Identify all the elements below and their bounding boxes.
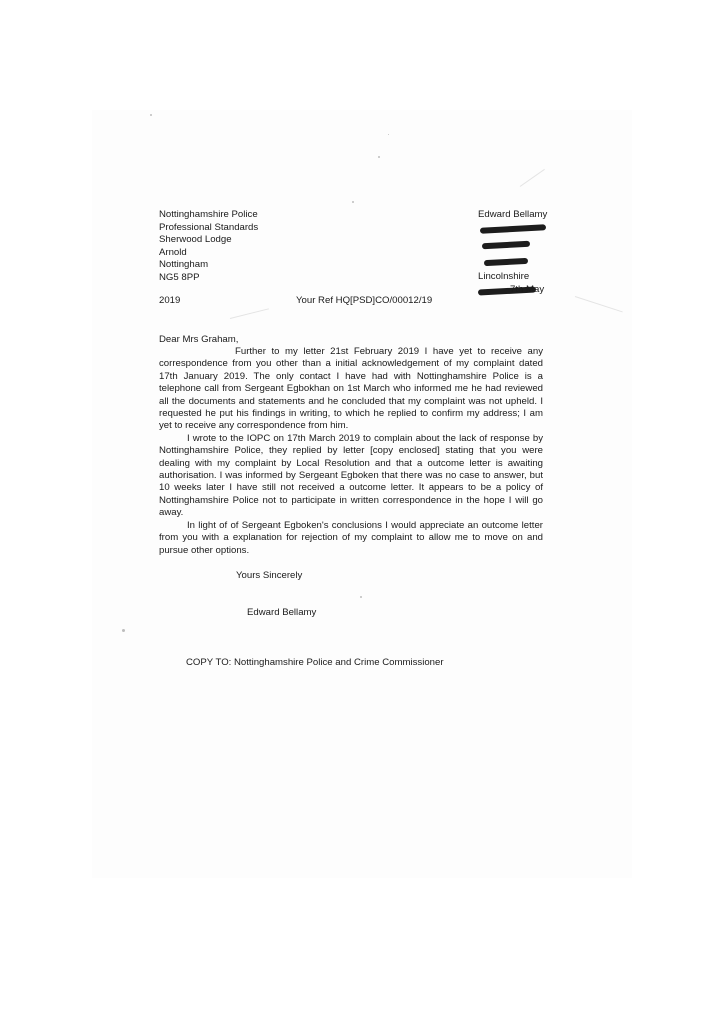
sender-county: Lincolnshire bbox=[478, 271, 530, 283]
recipient-line: NG5 8PP bbox=[159, 271, 200, 283]
scan-speck bbox=[378, 156, 380, 158]
redacted-line bbox=[478, 242, 568, 255]
body-paragraph: I wrote to the IOPC on 17th March 2019 to complain about the lack of response by Nottinghamshire Police, they replied by letter [copy enclosed] stating that you were dealing with my complaint by Local Resolution and that a outcome letter is awaiting authorisation. I was informed by Sergeant Egboken that there was no case to answer, but 10 weeks later I have still not received a outcome letter. It appears to be a policy of Nottinghamshire Police not to participate in written correspondence in the hope I will go away. bbox=[159, 432, 543, 519]
letter-date-day-month: 7th May bbox=[510, 284, 545, 295]
scan-speck bbox=[150, 114, 152, 116]
recipient-line: Nottingham bbox=[159, 259, 209, 271]
signature-name: Edward Bellamy bbox=[247, 607, 317, 618]
scan-speck bbox=[388, 134, 389, 135]
recipient-line: Professional Standards bbox=[159, 221, 259, 233]
letter-body bbox=[159, 346, 543, 557]
letter-date-year: 2019 bbox=[159, 295, 181, 306]
body-paragraph: Further to my letter 21st February 2019 I have yet to receive any correspondence from you other than a initial acknowledgement of my complaint dated 17th January 2019. The only contact I have had with Nottinghamshire Police is a telephone call from Sergeant Egbokhan on 1st March who informed me he had reviewed all the documents and statements and he concluded that my complaint was not upheld. I requested he put his findings in writing, to which he replied to confirm my address; I am yet to receive any correspondence from him. bbox=[159, 346, 543, 432]
recipient-line: Sherwood Lodge bbox=[159, 234, 232, 246]
recipient-line: Arnold bbox=[159, 246, 187, 258]
recipient-address bbox=[159, 209, 359, 285]
scan-speck bbox=[122, 629, 125, 632]
recipient-line: Nottinghamshire Police bbox=[159, 209, 258, 220]
redaction-mark bbox=[482, 241, 530, 250]
redacted-line bbox=[478, 226, 568, 239]
redacted-line bbox=[478, 259, 568, 272]
sender-name: Edward Bellamy bbox=[478, 209, 548, 220]
salutation: Dear Mrs Graham, bbox=[159, 334, 239, 345]
scan-speck bbox=[360, 596, 362, 598]
reference-number: Your Ref HQ[PSD]CO/00012/19 bbox=[296, 295, 433, 306]
body-paragraph: In light of of Sergeant Egboken's conclusions I would appreciate an outcome letter from you with a explanation for rejection of my complaint to allow me to move on and pursue other options. bbox=[159, 519, 543, 556]
closing: Yours Sincerely bbox=[236, 570, 303, 581]
scan-speck bbox=[352, 201, 354, 203]
redaction-mark bbox=[480, 224, 546, 233]
redaction-mark bbox=[484, 258, 528, 266]
copy-to-line: COPY TO: Nottinghamshire Police and Crime Commissioner bbox=[186, 657, 444, 668]
